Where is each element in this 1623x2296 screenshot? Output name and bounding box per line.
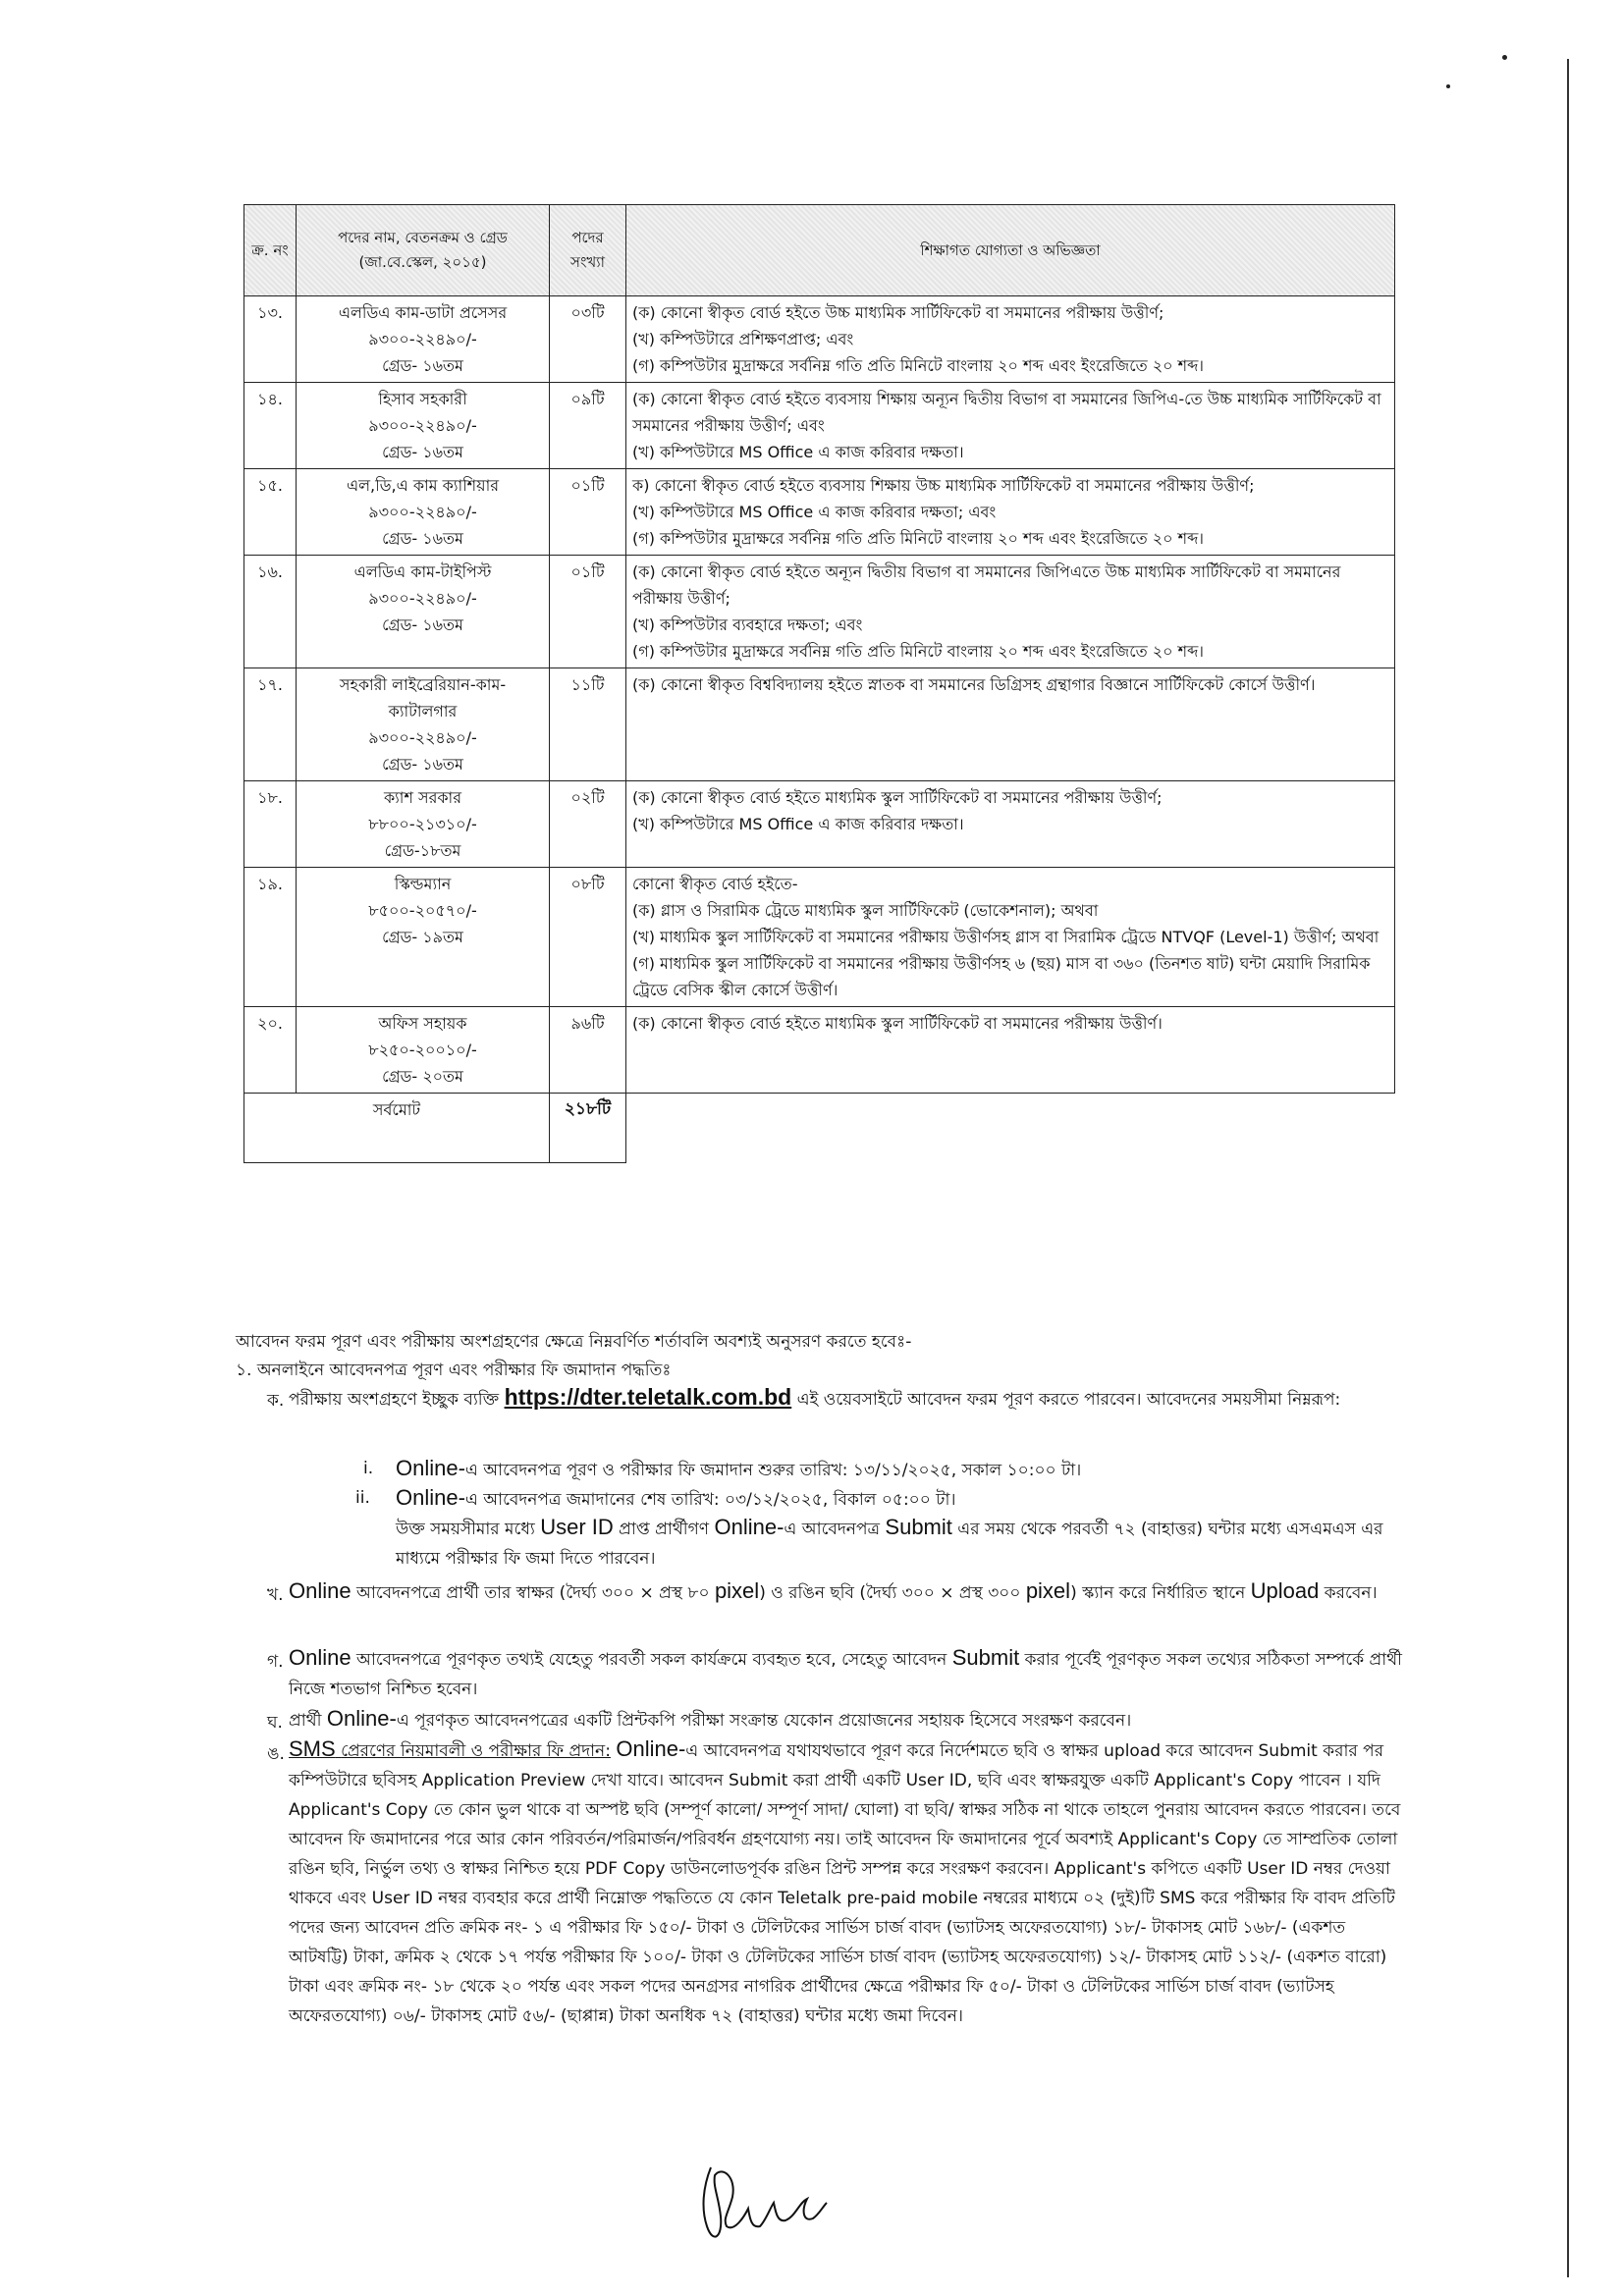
- row-qualification: [626, 556, 1395, 668]
- post-line: ৮৮০০-২১৩১০/-: [368, 815, 477, 833]
- posts-table: [243, 204, 1395, 1163]
- row-serial: ১৯.: [244, 868, 297, 1007]
- post-line: গ্রেড- ১৬তম: [382, 443, 463, 461]
- post-line: এল,ডি,এ কাম ক্যাশিয়ার: [346, 476, 500, 495]
- item-kha-text: [289, 1576, 1408, 1608]
- post-line: ৯৩০০-২২৪৯০/-: [368, 330, 477, 348]
- table-row: [244, 469, 1395, 556]
- item-ka-label: ক.: [267, 1391, 285, 1411]
- page-edge-line: [1567, 59, 1569, 2277]
- uma-body-prefix: Online-: [616, 1736, 686, 1761]
- qualification-line: কোনো স্বীকৃত বোর্ড হইতে-: [632, 875, 798, 893]
- section-1-heading: ১. অনলাইনে আবেদনপত্র পূরণ এবং পরীক্ষার ফি জমাদান পদ্ধতিঃ: [236, 1361, 672, 1380]
- row-post-count: ০২টি: [550, 781, 626, 868]
- kha-2: ) ও রঙিন ছবি (দৈর্ঘ্য ৩০০ × প্রস্থ ৩০০: [759, 1583, 1021, 1603]
- post-line: অফিস সহায়ক: [378, 1014, 467, 1033]
- qualification-line: (ক) কোনো স্বীকৃত বিশ্ববিদ্যালয় হইতে স্নাতক বা সমমানের ডিগ্রিসহ গ্রন্থাগার বিজ্ঞানে সার্টিফিকেট কোর্সে উত্তীর্ণ।: [632, 675, 1316, 694]
- row-serial: ১৬.: [244, 556, 297, 668]
- ga-latin1: Online: [289, 1645, 352, 1670]
- row-post: [297, 296, 550, 383]
- table-body: [244, 296, 1395, 1094]
- post-line: গ্রেড- ১৯তম: [382, 928, 463, 946]
- post-line: গ্রেড- ১৬তম: [382, 755, 463, 774]
- row-qualification: [626, 383, 1395, 469]
- post-line: গ্রেড- ১৬তম: [382, 615, 463, 634]
- qualification-line: (গ) কম্পিউটার মুদ্রাক্ষরে সর্বনিম্ন গতি প্রতি মিনিটে বাংলায় ২০ শব্দ এবং ইংরেজিতে ২০ শব্দ।: [632, 642, 1205, 661]
- qualification-line: (ক) কোনো স্বীকৃত বোর্ড হইতে উচ্চ মাধ্যমিক সার্টিফিকেট বা সমমানের পরীক্ষায় উত্তীর্ণ;: [632, 303, 1164, 322]
- table-total-row: [244, 1094, 1395, 1163]
- row-post-count: ১১টি: [550, 668, 626, 781]
- post-line: স্কিল্ডম্যান: [394, 875, 452, 893]
- post-line: এলডিএ কাম-টাইপিস্ট: [353, 562, 492, 581]
- row-post-count: ০১টি: [550, 469, 626, 556]
- gha-2: এ পূরণকৃত আবেদনপত্রের একটি প্রিন্টকপি পরীক্ষা সংক্রান্ত যেকোন প্রয়োজনের সহায়ক হিসেবে সংরক্ষণ করবেন।: [396, 1711, 1132, 1731]
- item-ii-note: [396, 1513, 1407, 1574]
- ii-note-latin2: Online-: [714, 1515, 784, 1539]
- ii-note-3: এ আবেদনপত্র: [784, 1520, 880, 1539]
- kha-1: আবেদনপত্রে প্রার্থী তার স্বাক্ষর (দৈর্ঘ্য ৩০০ × প্রস্থ ৮০: [356, 1583, 710, 1603]
- ii-note-4: এর সময় থেকে পরবর্তী ৭২ (বাহাত্তর) ঘন্টার মধ্যে এসএমএস এর মাধ্যমে পরীক্ষার ফি জমা দিতে পারবেন।: [396, 1520, 1383, 1569]
- ga-latin2: Submit: [951, 1645, 1020, 1670]
- row-serial: ১৭.: [244, 668, 297, 781]
- qualification-line: (খ) কম্পিউটারে MS Office এ কাজ করিবার দক্ষতা; এবং: [632, 503, 997, 521]
- post-line: ৯৩০০-২২৪৯০/-: [368, 503, 477, 521]
- item-ka-pre: পরীক্ষায় অংশগ্রহণে ইচ্ছুক ব্যক্তি: [289, 1390, 500, 1410]
- table-row: [244, 556, 1395, 668]
- post-line: ৯৩০০-২২৪৯০/-: [368, 589, 477, 608]
- ii-note-1: উক্ত সময়সীমার মধ্যে: [396, 1520, 535, 1539]
- table-row: [244, 383, 1395, 469]
- item-ga-label: গ.: [267, 1652, 284, 1672]
- item-i-text: [396, 1454, 1407, 1485]
- item-ii-latin: Online-: [396, 1485, 465, 1510]
- row-post-count: ৯৬টি: [550, 1007, 626, 1094]
- row-qualification: [626, 781, 1395, 868]
- post-line: সহকারী লাইব্রেরিয়ান-কাম-: [339, 675, 507, 694]
- ii-note-latin1: User ID: [540, 1515, 614, 1539]
- item-i-latin: Online-: [396, 1456, 465, 1480]
- scan-speck: [1502, 55, 1507, 60]
- row-serial: ২০.: [244, 1007, 297, 1094]
- row-post-count: ০১টি: [550, 556, 626, 668]
- table-row: [244, 1007, 1395, 1094]
- post-line: ৯৩০০-২২৪৯০/-: [368, 728, 477, 747]
- row-serial: ১৪.: [244, 383, 297, 469]
- post-line: গ্রেড- ২০তম: [382, 1067, 463, 1086]
- item-gha-text: [289, 1704, 1408, 1735]
- qualification-line: (খ) কম্পিউটারে MS Office এ কাজ করিবার দক্ষতা।: [632, 443, 964, 461]
- post-line: ৮৫০০-২০৫৭০/-: [368, 901, 477, 920]
- post-line: ক্যাশ সরকার: [383, 788, 462, 807]
- qualification-line: ক) কোনো স্বীকৃত বোর্ড হইতে ব্যবসায় শিক্ষায় উচ্চ মাধ্যমিক সার্টিফিকেট বা সমমানের পরীক্ষায় উত্তীর্ণ;: [632, 476, 1255, 495]
- item-ga-text: [289, 1643, 1408, 1704]
- total-count: ২১৮টি: [550, 1094, 626, 1163]
- row-post-count: ০৩টি: [550, 296, 626, 383]
- item-i-label: i.: [363, 1459, 374, 1478]
- row-qualification: [626, 868, 1395, 1007]
- qualification-line: (গ) কম্পিউটার মুদ্রাক্ষরে সর্বনিম্ন গতি প্রতি মিনিটে বাংলায় ২০ শব্দ এবং ইংরেজিতে ২০ শব্দ।: [632, 356, 1205, 375]
- signature-stroke: [704, 2167, 827, 2237]
- post-line: এলডিএ কাম-ডাটা প্রসেসর: [338, 303, 508, 322]
- row-post: [297, 469, 550, 556]
- table-row: [244, 668, 1395, 781]
- qualification-line: (ক) কোনো স্বীকৃত বোর্ড হইতে মাধ্যমিক স্কুল সার্টিফিকেট বা সমমানের পরীক্ষায় উত্তীর্ণ।: [632, 1014, 1163, 1033]
- item-ii-body: এ আবেদনপত্র জমাদানের শেষ তারিখ: ০৩/১২/২০২৫, বিকাল ০৫:০০ টা।: [464, 1490, 956, 1510]
- qualification-line: (ক) কোনো স্বীকৃত বোর্ড হইতে ব্যবসায় শিক্ষায় অন্যূন দ্বিতীয় বিভাগ বা সমমানের জিপিএ-তে উচ্চ মাধ্যমিক সার্টিফিকেট বা সমমানের পরীক্ষায় উত্তীর্ণ; এবং: [632, 390, 1381, 435]
- post-line: গ্রেড- ১৬তম: [382, 529, 463, 548]
- ii-note-2: প্রাপ্ত প্রার্থীগণ: [619, 1520, 710, 1539]
- teletalk-url-link[interactable]: https://dter.teletalk.com.bd: [504, 1384, 792, 1410]
- post-line: গ্রেড- ১৬তম: [382, 356, 463, 375]
- post-line: ৯৩০০-২২৪৯০/-: [368, 416, 477, 435]
- header-serial: ক্র. নং: [244, 205, 297, 296]
- table-row: [244, 781, 1395, 868]
- table-header-row: [244, 205, 1395, 296]
- uma-heading: [289, 1736, 611, 1761]
- qualification-line: (খ) মাধ্যমিক স্কুল সার্টিফিকেট বা সমমানের পরীক্ষায় উত্তীর্ণসহ গ্লাস বা সিরামিক ট্রেডে NTVQF (Level-1) উত্তীর্ণ; অথবা: [632, 928, 1380, 946]
- row-serial: ১৩.: [244, 296, 297, 383]
- item-kha-label: খ.: [267, 1585, 284, 1605]
- row-post: [297, 781, 550, 868]
- row-serial: ১৮.: [244, 781, 297, 868]
- post-line: হিসাব সহকারী: [378, 390, 467, 408]
- kha-latin4: Upload: [1250, 1578, 1320, 1603]
- kha-latin2: pixel: [714, 1578, 760, 1603]
- row-post: [297, 556, 550, 668]
- item-uma-text: [289, 1735, 1408, 2031]
- total-label: সর্বমোট: [244, 1094, 550, 1163]
- item-ii-label: ii.: [355, 1488, 370, 1508]
- row-post: [297, 383, 550, 469]
- row-post: [297, 1007, 550, 1094]
- kha-4: করবেন।: [1324, 1583, 1378, 1603]
- kha-latin3: pixel: [1025, 1578, 1071, 1603]
- row-post: [297, 668, 550, 781]
- qualification-line: (খ) কম্পিউটারে প্রশিক্ষণপ্রাপ্ত; এবং: [632, 330, 854, 348]
- ga-2: করার পূর্বেই পূরণকৃত সকল তথ্যের সঠিকতা সম্পর্কে প্রার্থী নিজে শতভাগ নিশ্চিত হবেন।: [289, 1650, 1403, 1699]
- qualification-line: (ক) কোনো স্বীকৃত বোর্ড হইতে মাধ্যমিক স্কুল সার্টিফিকেট বা সমমানের পরীক্ষায় উত্তীর্ণ;: [632, 788, 1163, 807]
- row-qualification: [626, 1007, 1395, 1094]
- qualification-line: (খ) কম্পিউটারে MS Office এ কাজ করিবার দক্ষতা।: [632, 815, 964, 833]
- post-line: গ্রেড-১৮তম: [384, 841, 461, 860]
- table-row: [244, 296, 1395, 383]
- header-post: পদের নাম, বেতনক্রম ও গ্রেড (জা.বে.স্কেল, ২০১৫): [297, 205, 550, 296]
- handwritten-signature: [693, 2148, 831, 2256]
- uma-body: এ আবেদনপত্র যথাযথভাবে পূরণ করে নির্দেশমতে ছবি ও স্বাক্ষর upload করে আবেদন Submit করার পর কম্পিউটারে ছবিসহ Application Preview দেখা যাবে। আবেদন Submit করা প্রার্থী একটি User ID, ছবি এবং স্বাক্ষরযুক্ত একটি Applicant's Copy পাবেন । যদি Applicant's Copy তে কোন ভুল থাকে বা অস্পষ্ট ছবি (সম্পূর্ণ কালো/ সম্পূর্ণ সাদা/ ঘোলা) বা ছবি/ স্বাক্ষর সঠিক না থাকে তাহলে পুনরায় আবেদন করতে পারবেন। তবে আবেদন ফি জমাদানের পরে আর কোন পরিবর্তন/পরিমার্জন/পরিবর্ধন গ্রহণযোগ্য নয়। তাই আবেদন ফি জমাদানের পূর্বে অবশ্যই Applicant's Copy তে সাম্প্রতিক তোলা রঙিন ছবি, নির্ভুল তথ্য ও স্বাক্ষর নিশ্চিত হয়ে PDF Copy ডাউনলোডপূর্বক রঙিন প্রিন্ট সম্পন্ন করে সংরক্ষণ করবেন। Applicant's কপিতে একটি User ID নম্বর দেওয়া থাকবে এবং User ID নম্বর ব্যবহার করে প্রার্থী নিম্নোক্ত পদ্ধতিতে যে কোন Teletalk pre-paid mobile নম্বরের মাধ্যমে ০২ (দুই)টি SMS করে পরীক্ষার ফি বাবদ প্রতিটি পদের জন্য আবেদন প্রতি ক্রমিক নং- ১ এ পরীক্ষার ফি ১৫০/- টাকা ও টেলিটকের সার্ভিস চার্জ বাবদ (ভ্যাটসহ অফেরতযোগ্য) ১৮/- টাকাসহ মোট ১৬৮/- (একশত আটষট্টি) টাকা, ক্রমিক ২ থেকে ১৭ পর্যন্ত পরীক্ষার ফি ১০০/- টাকা ও টেলিটকের সার্ভিস চার্জ বাবদ (ভ্যাটসহ অফেরতযোগ্য) ১২/- টাকাসহ মোট ১১২/- (একশত বারো) টাকা এবং ক্রমিক নং- ১৮ থেকে ২০ পর্যন্ত এবং সকল পদের অনগ্রসর নাগরিক প্রার্থীদের ক্ষেত্রে পরীক্ষার ফি ৫০/- টাকা ও টেলিটকের সার্ভিস চার্জ বাবদ (ভ্যাটসহ অফেরতযোগ্য) ০৬/- টাকাসহ মোট ৫৬/- (ছাপ্পান্ন) টাকা অনধিক ৭২ (বাহাত্তর) ঘন্টার মধ্যে জমা দিবেন।: [289, 1741, 1401, 2026]
- table-row: [244, 868, 1395, 1007]
- row-post-count: ০৮টি: [550, 868, 626, 1007]
- kha-3: ) স্ক্যান করে নির্ধারিত স্থানে: [1070, 1583, 1246, 1603]
- gha-latin: Online-: [326, 1706, 397, 1731]
- qualification-line: (ক) গ্লাস ও সিরামিক ট্রেডে মাধ্যমিক স্কুল সার্টিফিকেট (ভোকেশনাল); অথবা: [632, 901, 1099, 920]
- row-post-count: ০৯টি: [550, 383, 626, 469]
- uma-head: প্রেরণের নিয়মাবলী ও পরীক্ষার ফি প্রদান:: [341, 1741, 611, 1761]
- post-line: ক্যাটালগার: [388, 702, 458, 721]
- gha-1: প্রার্থী: [289, 1711, 322, 1731]
- total-empty-cell: [626, 1094, 1395, 1163]
- kha-latin1: Online: [289, 1578, 352, 1603]
- uma-head-latin: SMS: [289, 1736, 336, 1761]
- ii-note-latin3: Submit: [885, 1515, 952, 1539]
- ga-1: আবেদনপত্রে পূরণকৃত তথ্যই যেহেতু পরবর্তী সকল কার্যক্রমে ব্যবহৃত হবে, সেহেতু আবেদন: [356, 1650, 947, 1670]
- row-qualification: [626, 668, 1395, 781]
- item-ka-text: [289, 1382, 1408, 1415]
- instructions-intro: আবেদন ফরম পূরণ এবং পরীক্ষায় অংশগ্রহণের ক্ষেত্রে নিম্নবর্ণিত শর্তাবলি অবশ্যই অনুসরণ করতে হবেঃ-: [236, 1332, 912, 1352]
- header-qualification: শিক্ষাগত যোগ্যতা ও অভিজ্ঞতা: [626, 205, 1395, 296]
- item-ii-text: [396, 1483, 1407, 1515]
- scan-speck: [1446, 84, 1450, 88]
- qualification-line: (খ) কম্পিউটার ব্যবহারে দক্ষতা; এবং: [632, 615, 863, 634]
- row-serial: ১৫.: [244, 469, 297, 556]
- row-post: [297, 868, 550, 1007]
- item-uma-label: ঙ.: [267, 1744, 285, 1764]
- post-line: ৮২৫০-২০০১০/-: [368, 1041, 477, 1059]
- row-qualification: [626, 469, 1395, 556]
- row-qualification: [626, 296, 1395, 383]
- qualification-line: (গ) মাধ্যমিক স্কুল সার্টিফিকেট বা সমমানের পরীক্ষায় উত্তীর্ণসহ ৬ (ছয়) মাস বা ৩৬০ (তিনশত ষাট) ঘন্টা মেয়াদি সিরামিক ট্রেডে বেসিক স্কীল কোর্সে উত্তীর্ণ।: [632, 954, 1371, 999]
- item-i-body: এ আবেদনপত্র পূরণ ও পরীক্ষার ফি জমাদান শুরুর তারিখ: ১৩/১১/২০২৫, সকাল ১০:০০ টা।: [464, 1461, 1082, 1480]
- item-ka-post: এই ওয়েবসাইটে আবেদন ফরম পূরণ করতে পারবেন। আবেদনের সময়সীমা নিম্নরূপ:: [796, 1390, 1341, 1410]
- qualification-line: (গ) কম্পিউটার মুদ্রাক্ষরে সর্বনিম্ন গতি প্রতি মিনিটে বাংলায় ২০ শব্দ এবং ইংরেজিতে ২০ শব্দ।: [632, 529, 1205, 548]
- item-gha-label: ঘ.: [267, 1713, 283, 1733]
- qualification-line: (ক) কোনো স্বীকৃত বোর্ড হইতে অন্যূন দ্বিতীয় বিভাগ বা সমমানের জিপিএতে উচ্চ মাধ্যমিক সার্টিফিকেট বা সমমানের পরীক্ষায় উত্তীর্ণ;: [632, 562, 1341, 608]
- header-count: পদের সংখ্যা: [550, 205, 626, 296]
